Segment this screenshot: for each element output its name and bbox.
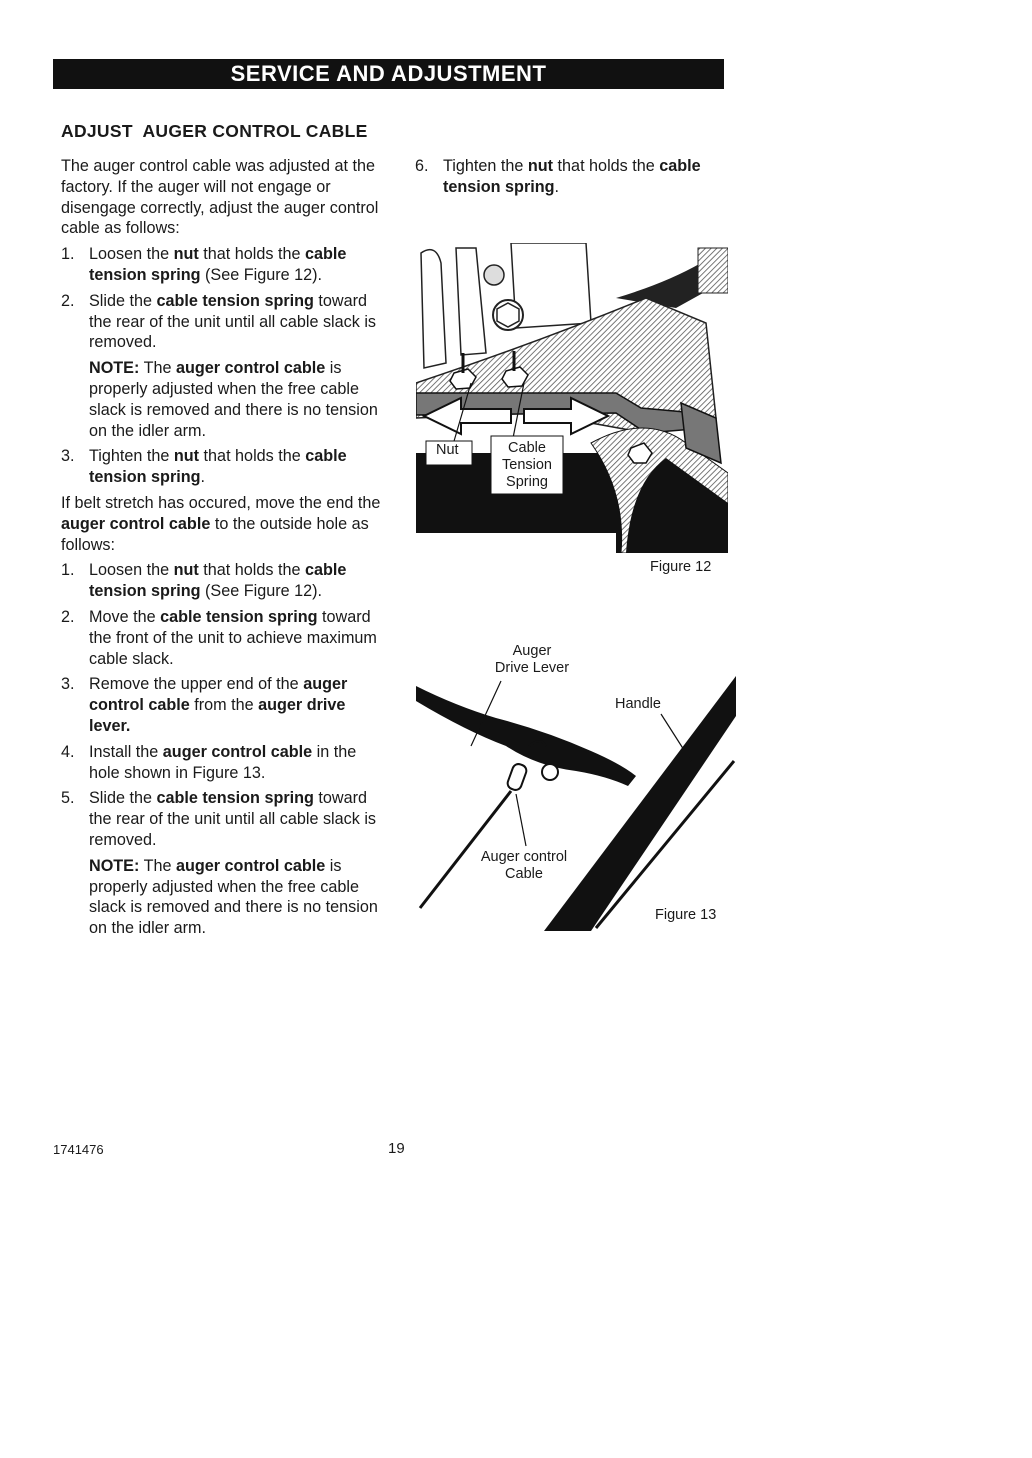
step-a-1: 1. Loosen the nut that holds the cable tension spring (See Figure 12).	[61, 245, 347, 284]
figure-12-caption: Figure 12	[650, 559, 712, 575]
figure-13-illustration	[416, 676, 736, 936]
figure-13-caption: Figure 13	[655, 907, 717, 923]
step-b-5: 5. Slide the cable tension spring toward the rear of the unit until all cable slack is removed.	[61, 789, 377, 849]
page-number: 19	[388, 1140, 405, 1157]
note-2: NOTE: The auger control cable is properly adjusted when the free cable slack is removed and there is no tension on the idler arm.	[89, 856, 378, 938]
step-a-2: 2. Slide the cable tension spring toward the rear of the unit until all cable slack is removed.	[61, 291, 377, 352]
intro-paragraph: The auger control cable was adjusted at the factory. If the auger will not engage or disengage correctly, adjust the auger control cable as follows:	[61, 157, 379, 238]
label-auger-drive-lever: Auger Drive Lever	[494, 643, 570, 676]
step-b-4: 4. Install the auger control cable in the hole shown in Figure 13.	[61, 742, 357, 782]
figure-13-drawing	[416, 676, 736, 936]
figure-12-drawing	[416, 243, 728, 553]
belt-stretch-paragraph: If belt stretch has occured, move the end the auger control cable to the outside hole as follows:	[61, 493, 381, 554]
label-cable-tension-spring: Cable Tension Spring	[502, 440, 552, 490]
step-b-2: 2. Move the cable tension spring toward the front of the unit to achieve maximum cable slack.	[61, 607, 377, 668]
label-nut: Nut	[436, 442, 459, 458]
note-1: NOTE: The auger control cable is properly adjusted when the free cable slack is removed and there is no tension on the idler arm.	[89, 359, 378, 440]
left-column	[61, 156, 391, 944]
right-column	[415, 156, 745, 203]
step-b-1: 1. Loosen the nut that holds the cable tension spring (See Figure 12).	[61, 561, 347, 601]
step-a-3: 3. Tighten the nut that holds the cable tension spring.	[61, 447, 347, 487]
section-heading: ADJUST AUGER CONTROL CABLE	[61, 121, 368, 141]
step-6: 6. Tighten the nut that holds the cable tension spring.	[415, 157, 701, 196]
document-number: 1741476	[53, 1142, 104, 1157]
label-handle: Handle	[615, 696, 661, 712]
label-auger-control-cable: Auger control Cable	[480, 849, 568, 882]
step-b-3: 3. Remove the upper end of the auger control cable from the auger drive lever.	[61, 675, 348, 735]
section-banner: SERVICE AND ADJUSTMENT	[53, 59, 724, 89]
figure-12-illustration	[416, 243, 728, 553]
